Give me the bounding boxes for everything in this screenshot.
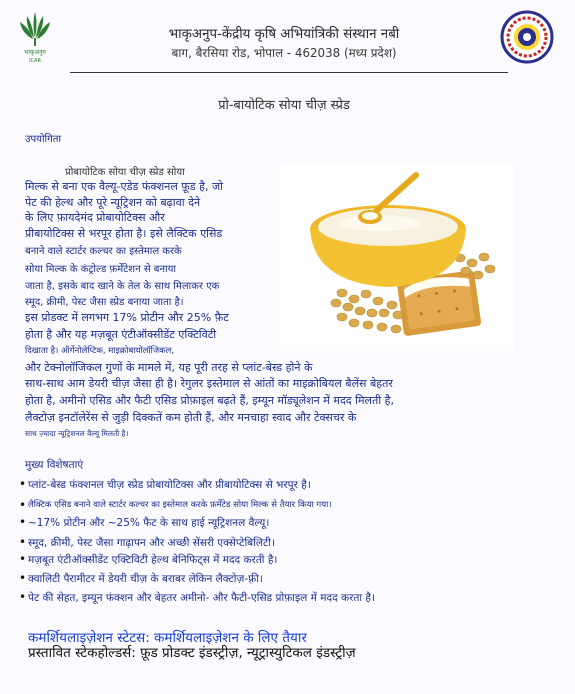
para-line: सोया मिल्क के कंट्रोल्ड फ़र्मेंटेशन से बनाया bbox=[25, 264, 176, 275]
feature-item: • मज़बूत एंटीऑक्सीडेंट एक्टिविटी हेल्थ बेनिफिट्स में मदद करती है। bbox=[28, 553, 277, 567]
para-line: बनाने वाले स्टार्टर कल्चर का इस्तेमाल करके bbox=[25, 246, 182, 257]
para-line: प्रोबायोटिक सोया चीज़ स्प्रेड सोया bbox=[65, 167, 185, 178]
para-line: जाता है, इसके बाद खाने के तेल के साथ मिलाकर एक bbox=[25, 281, 220, 292]
para-line: होता है और यह मज़बूत एंटीऑक्सीडेंट एक्टिविटी bbox=[25, 328, 217, 341]
product-photo bbox=[280, 163, 514, 351]
proposed-stakeholders: प्रस्तावित स्टेकहोल्डर्स: फ़ूड प्रोडक्ट इंडस्ट्रीज़, न्यूट्रास्युटिकल इंडस्ट्रीज़ bbox=[28, 645, 356, 661]
feature-item: • ~17% प्रोटीन और ~25% फैट के साथ हाई न्यूट्रिशनल वैल्यू। bbox=[28, 516, 269, 530]
para-line: होता है, अमीनो एसिड और फैटी एसिड प्रोफ़ाइल बढ़ते हैं, इम्यून मॉड्यूलेशन में मदद मिलती है, bbox=[25, 394, 394, 407]
para-line: दिखाता है। ऑर्गेनोलेप्टिक, माइक्रोबायोलॉजिकल, bbox=[25, 346, 175, 356]
svg-text:ICAR: ICAR bbox=[29, 58, 41, 64]
section-heading-usefulness: उपयोगिता bbox=[25, 134, 62, 145]
para-line: लैक्टोज़ इनटॉलेरेंस से जुड़ी दिक्कतें कम होती हैं, और मनचाहा स्वाद और टेक्सचर के bbox=[25, 411, 357, 424]
para-line: मिल्क से बना एक वैल्यू-एडेड फंक्शनल फ़ूड है, जो bbox=[25, 180, 224, 193]
feature-item: • पेट की सेहत, इम्यून फंक्शन और बेहतर अमीनो- और फैटी-एसिड प्रोफ़ाइल में मदद करता है। bbox=[28, 591, 375, 605]
page-title: प्रो-बायोटिक सोया चीज़ स्प्रेड bbox=[218, 98, 350, 113]
para-line: साथ ज़्यादा न्यूट्रिशनल वैल्यू मिलती है। bbox=[25, 429, 129, 438]
section-heading-features: मुख्य विशेषताएं bbox=[25, 459, 84, 471]
para-line: के लिए फ़ायदेमंद प्रोबायोटिक्स और bbox=[25, 211, 165, 224]
para-line: प्रीबायोटिक्स से भरपूर होता है। इसे लैक्टिक एसिड bbox=[25, 227, 223, 240]
institute-address: बाग, बैरसिया रोड, भोपाल - 462038 (मध्य प्रदेश) bbox=[171, 46, 397, 60]
feature-item: • क्वालिटी पैरामीटर में डेयरी चीज़ के बराबर लेकिन लैक्टोज़-फ़्री। bbox=[28, 572, 263, 586]
para-line: और टेक्नोलॉजिकल गुणों के मामले में, यह पूरी तरह से प्लांट-बेस्ड होने के bbox=[25, 361, 313, 374]
feature-item: • प्लांट-बेस्ड फंक्शनल चीज़ स्प्रेड प्रोबायोटिक्स और प्रीबायोटिक्स से भरपूर है। bbox=[28, 478, 311, 492]
institute-name: भाकृअनुप-केंद्रीय कृषि अभियांत्रिकी संस्थान नबी bbox=[168, 26, 400, 42]
header-divider bbox=[70, 72, 508, 73]
svg-text:भाकृअनुप: भाकृअनुप bbox=[24, 49, 46, 56]
para-line: पेट की हेल्थ और पूरे न्यूट्रिशन को बढ़ावा देने bbox=[25, 196, 201, 209]
commercialization-status: कमर्शियलाइज़ेशन स्टेटस: कमर्शियलाइज़ेशन के लिए तैयार bbox=[28, 630, 307, 646]
para-line: साथ-साथ आम डेयरी चीज़ जैसा ही है। रेगुलर इस्तेमाल से आंतों का माइक्रोबियल बैलेंस बेहतर bbox=[25, 377, 393, 390]
para-line: स्मूद, क्रीमी, पेस्ट जैसा स्प्रेड बनाया जाता है। bbox=[25, 297, 184, 308]
feature-item: • स्मूद, क्रीमी, पेस्ट जैसा गाढ़ापन और अच्छी सेंसरी एक्सेप्टेबिलिटी। bbox=[28, 536, 275, 550]
para-line: इस प्रोडक्ट में लगभग 17% प्रोटीन और 25% फ़ैट bbox=[25, 311, 229, 324]
feature-item: • लैक्टिक एसिड बनाने वाले स्टार्टर कल्चर का इस्तेमाल करके फ़र्मेंटेड सोया मिल्क से तैयार किया गया। bbox=[28, 499, 332, 510]
